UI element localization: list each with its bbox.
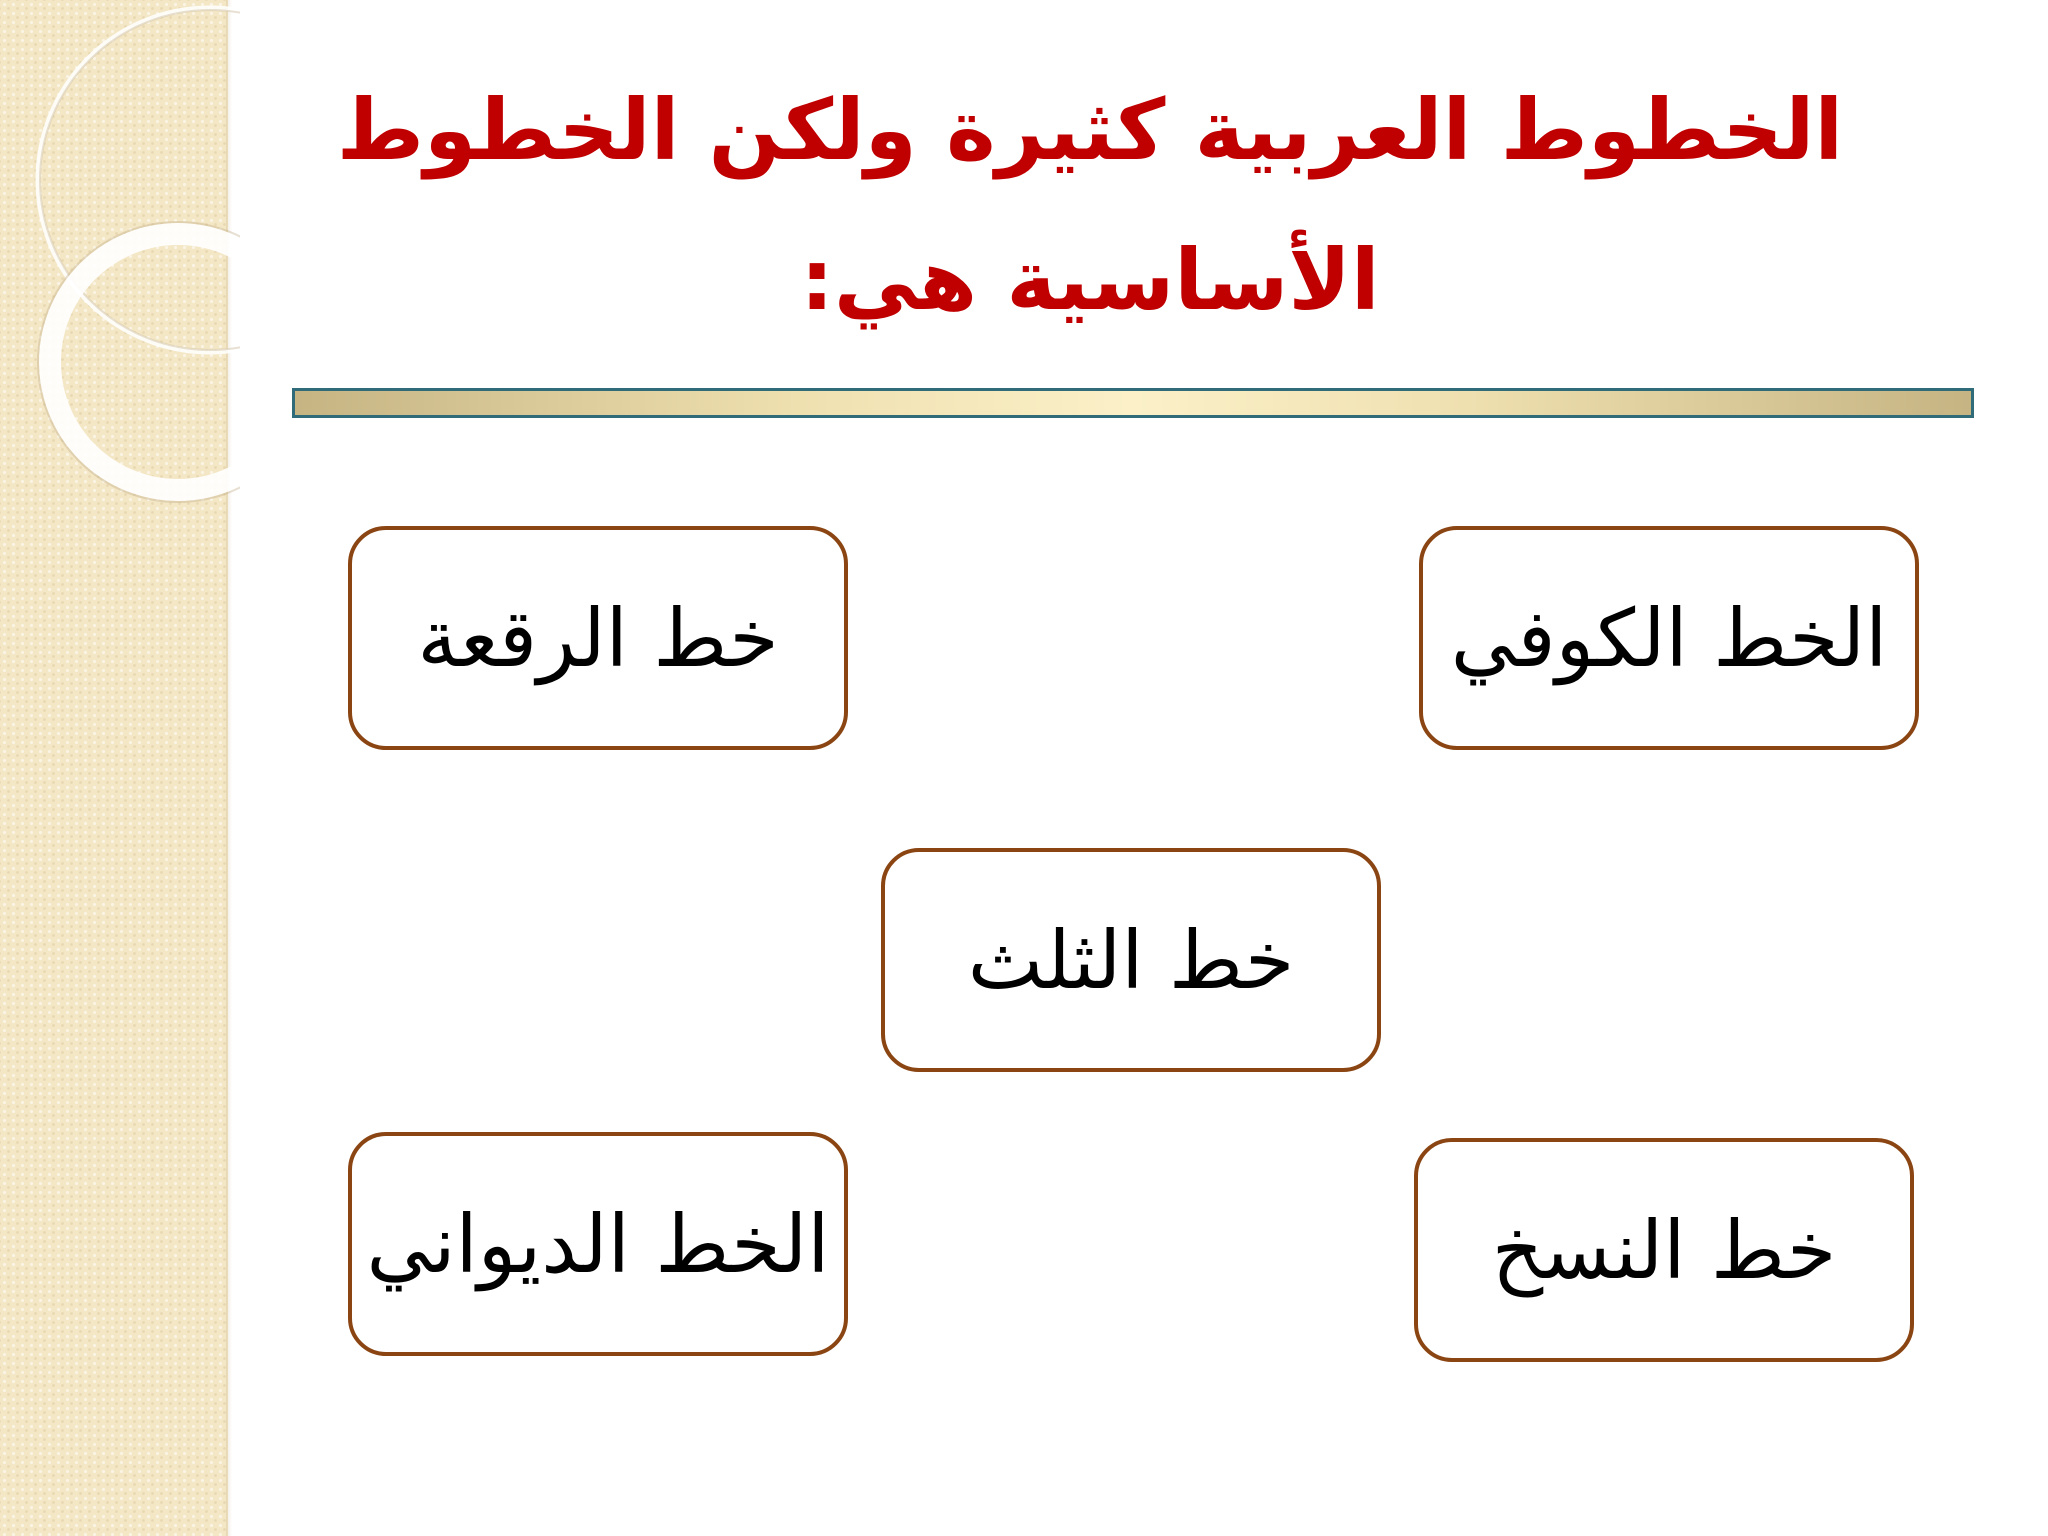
font-box-ruqaa: خط الرقعة	[348, 526, 848, 750]
slide-title: الخطوط العربية كثيرة ولكن الخطوط الأساسية هي:	[336, 81, 1844, 329]
font-box-kufi: الخط الكوفي	[1419, 526, 1919, 750]
font-box-diwani: الخط الديواني	[348, 1132, 848, 1356]
font-box-naskh: خط النسخ	[1414, 1138, 1914, 1362]
title-divider-bar	[292, 388, 1974, 418]
decorative-rings	[0, 0, 240, 520]
font-box-thuluth: خط الثلث	[881, 848, 1381, 1072]
